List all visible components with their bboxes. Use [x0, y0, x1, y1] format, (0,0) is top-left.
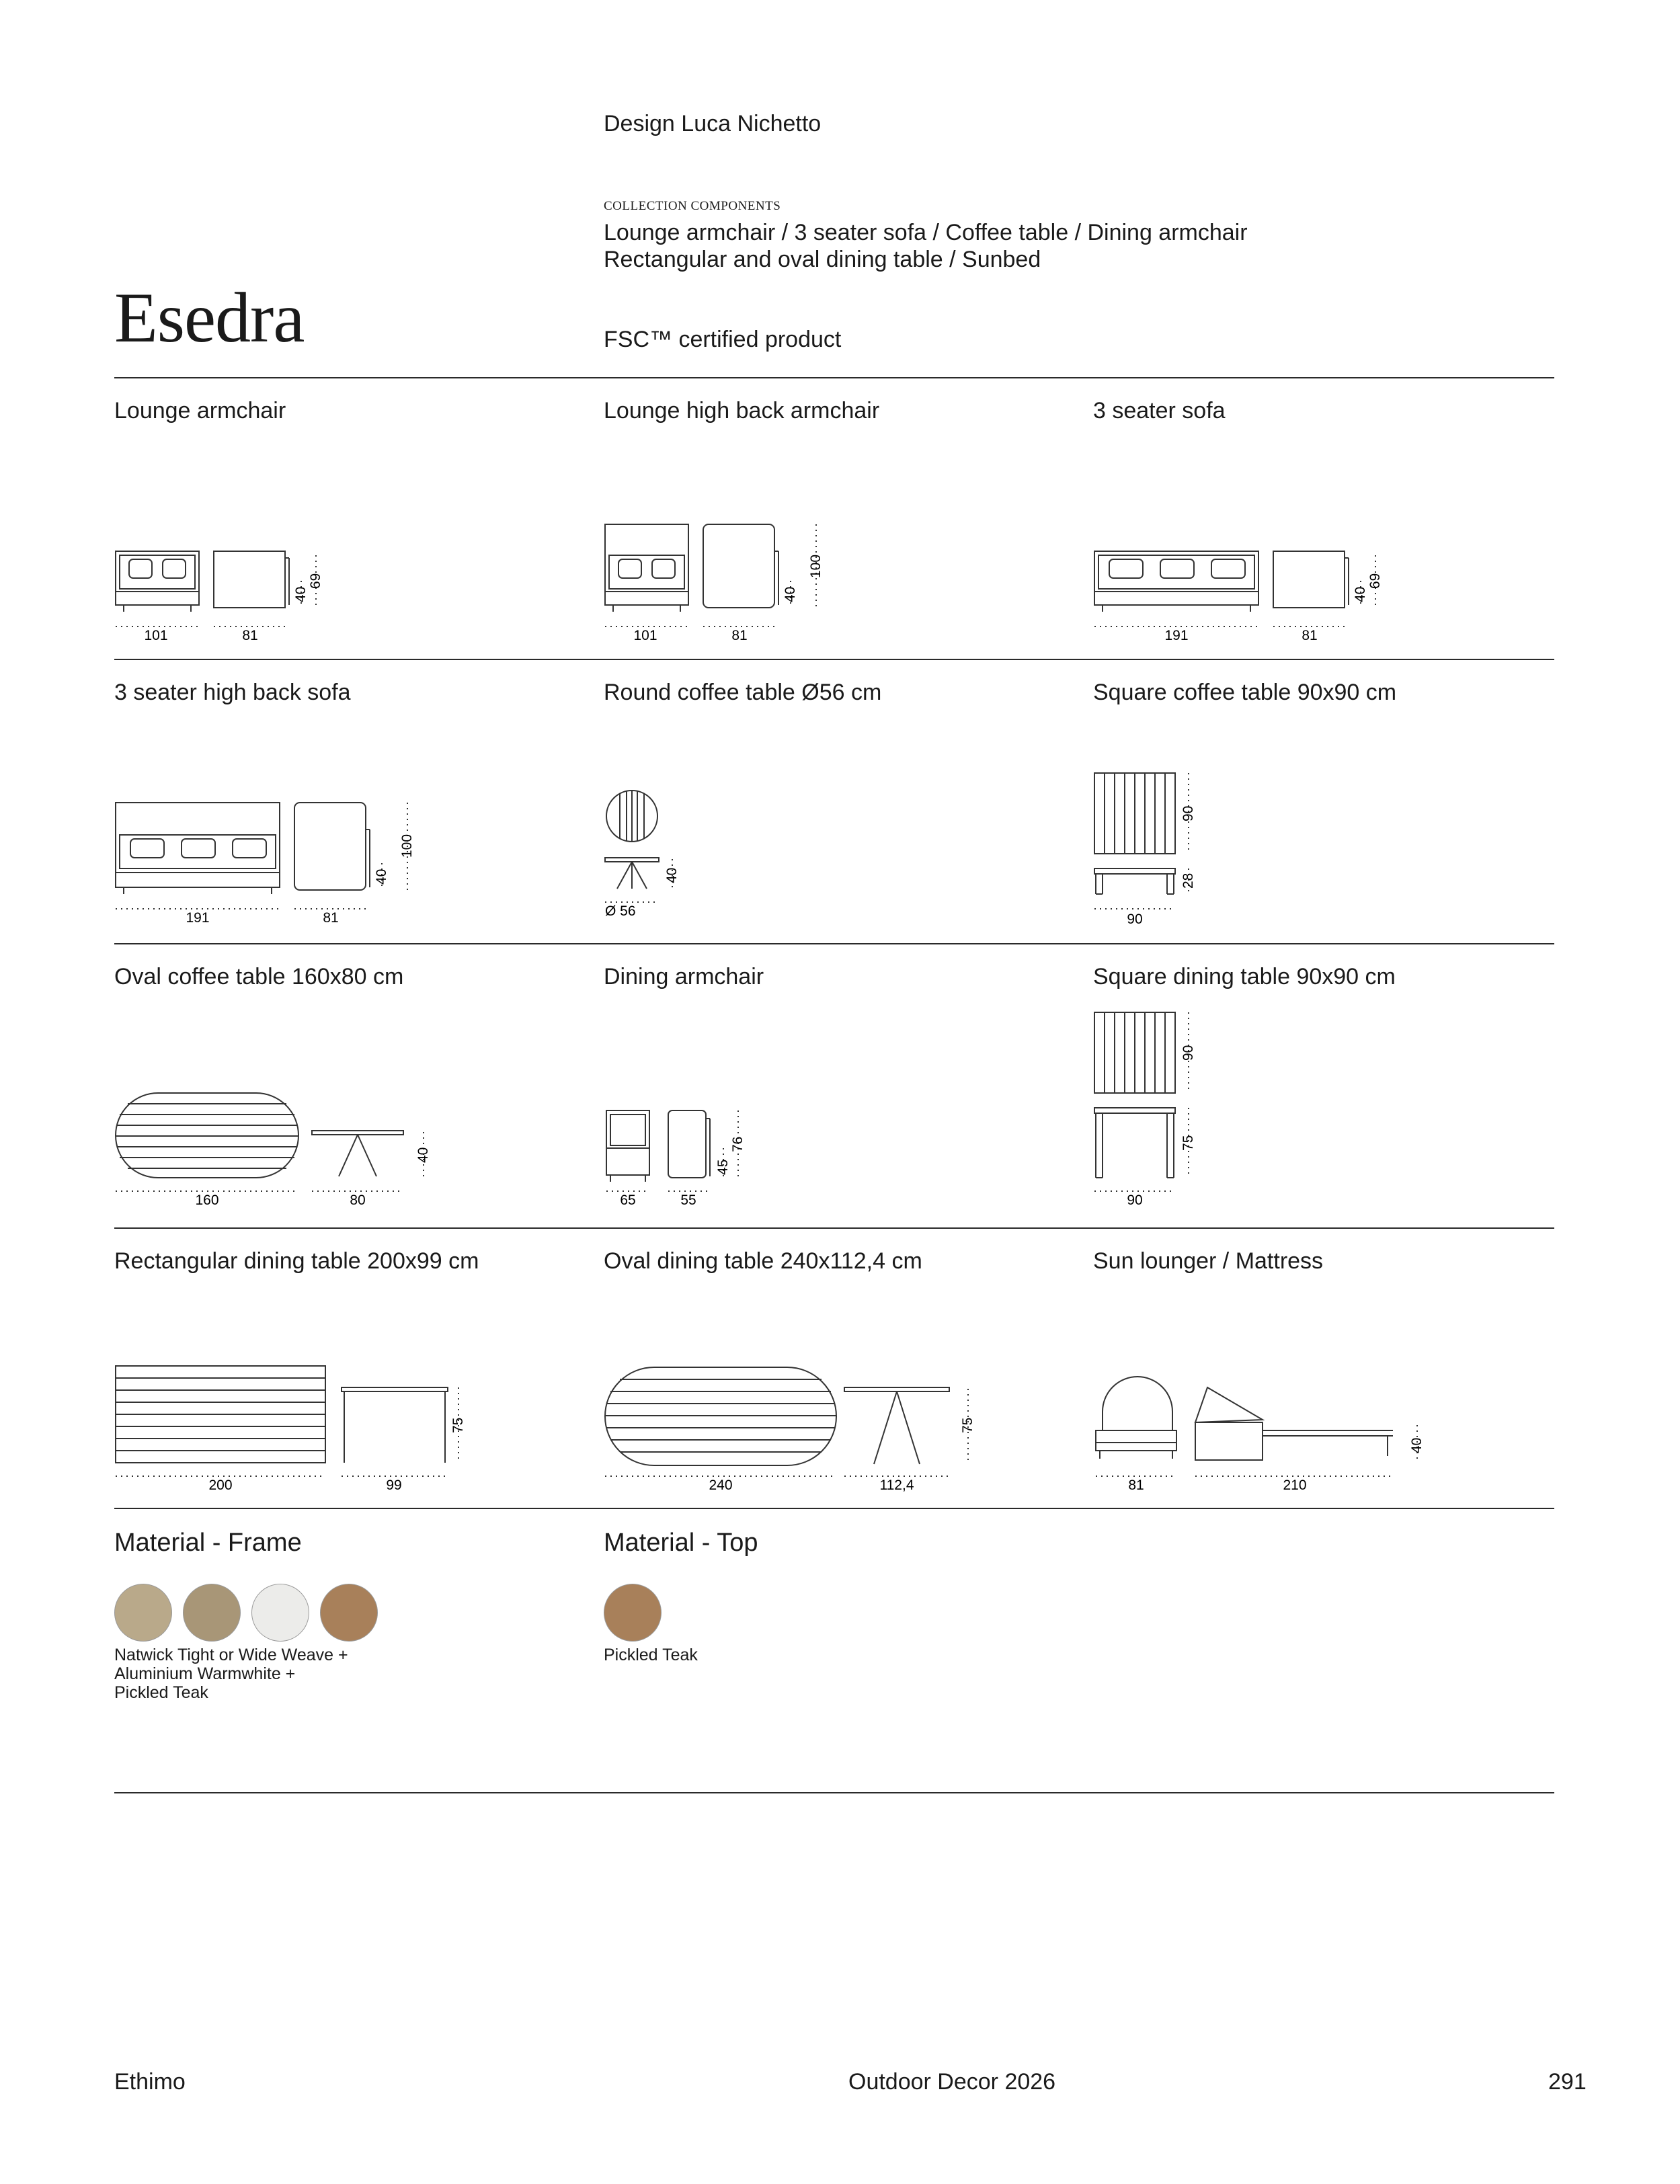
square-coffee-table-drawing	[1086, 760, 1248, 928]
dim-width: 112,4	[879, 1478, 914, 1493]
dim-width: 191	[186, 910, 210, 926]
fsc-certification: FSC™ certified product	[604, 327, 842, 352]
dim-seat-height: 40	[783, 586, 798, 602]
designer-credit: Design Luca Nichetto	[604, 111, 822, 136]
dim-height: 40	[415, 1147, 431, 1163]
material-frame-note	[114, 1646, 348, 1702]
dim-width: 65	[620, 1192, 636, 1208]
material-frame-note-line: Pickled Teak	[114, 1683, 208, 1702]
material-frame-note-line: Aluminium Warmwhite +	[114, 1664, 296, 1683]
product-title: Rectangular dining table 200x99 cm	[114, 1248, 479, 1274]
product-title: Dining armchair	[604, 964, 764, 989]
divider-row-3	[114, 1227, 1554, 1229]
material-top-title: Material - Top	[604, 1529, 758, 1557]
dim-width: 90	[1127, 912, 1143, 927]
dim-width: 101	[633, 628, 657, 643]
dim-height: 69	[1367, 573, 1383, 589]
footer-brand: Ethimo	[114, 2069, 186, 2095]
dim-height: 75	[450, 1417, 466, 1433]
square-dining-table-drawing	[1086, 1004, 1248, 1217]
dim-depth: 81	[242, 628, 258, 643]
dim-width: 101	[144, 628, 168, 643]
dim-depth: 90	[1181, 1045, 1196, 1061]
product-title: Lounge high back armchair	[604, 398, 880, 423]
dining-armchair-drawing	[597, 1076, 772, 1217]
dim-depth: 81	[1302, 628, 1318, 643]
dim-height: 69	[308, 573, 323, 589]
three-seater-sofa-drawing	[1086, 511, 1436, 645]
divider-row-2	[114, 943, 1554, 944]
swatch-top-pickled-teak[interactable]	[604, 1584, 662, 1642]
swatch-aluminium-warmwhite[interactable]	[251, 1584, 309, 1642]
sun-lounger-drawing	[1086, 1358, 1436, 1499]
oval-dining-table-drawing	[597, 1358, 1000, 1499]
dim-seat-height: 40	[293, 586, 309, 602]
dim-height: 28	[1181, 873, 1196, 889]
dim-width: 90	[1127, 1192, 1143, 1208]
collection-components-label: COLLECTION COMPONENTS	[604, 199, 781, 213]
lounge-armchair-drawing	[108, 511, 350, 645]
product-title: Square coffee table 90x90 cm	[1093, 680, 1397, 705]
oval-coffee-table-drawing	[108, 1076, 444, 1217]
components-line-1: Lounge armchair / 3 seater sofa / Coffee table / Dining armchair	[604, 220, 1248, 245]
three-seater-high-back-sofa-drawing	[108, 793, 457, 928]
dim-height: 75	[1181, 1135, 1196, 1151]
footer-catalog: Outdoor Decor 2026	[848, 2069, 1056, 2095]
product-title: Lounge armchair	[114, 398, 286, 423]
divider-row-1	[114, 659, 1554, 660]
dim-width: 81	[1128, 1478, 1144, 1493]
dim-seat-height: 40	[374, 868, 389, 885]
product-title: Sun lounger / Mattress	[1093, 1248, 1324, 1274]
product-title: 3 seater sofa	[1093, 398, 1226, 423]
rectangular-dining-table-drawing	[108, 1358, 471, 1499]
dim-width: 99	[386, 1478, 402, 1493]
dim-height: 100	[808, 554, 824, 578]
dim-diameter: Ø 56	[605, 903, 636, 919]
page-number: 291	[1548, 2069, 1587, 2095]
lounge-high-back-armchair-drawing	[597, 511, 839, 645]
divider-materials	[114, 1792, 1554, 1793]
product-title: 3 seater high back sofa	[114, 680, 351, 705]
dim-height: 40	[1409, 1437, 1425, 1453]
material-frame-title: Material - Frame	[114, 1529, 302, 1557]
divider-row-4	[114, 1508, 1554, 1509]
dim-height: 76	[730, 1136, 746, 1152]
swatch-pickled-teak[interactable]	[320, 1584, 378, 1642]
dim-length: 160	[195, 1192, 219, 1208]
dim-length: 200	[208, 1478, 233, 1493]
collection-title: Esedra	[114, 278, 305, 357]
dim-height: 75	[960, 1417, 975, 1433]
product-title: Round coffee table Ø56 cm	[604, 680, 882, 705]
components-line-2: Rectangular and oval dining table / Sunbed	[604, 247, 1041, 272]
swatch-natwick-tight-weave[interactable]	[114, 1584, 172, 1642]
swatch-natwick-wide-weave[interactable]	[183, 1584, 241, 1642]
dim-depth: 55	[680, 1192, 696, 1208]
round-coffee-table-drawing	[597, 786, 758, 928]
product-title: Square dining table 90x90 cm	[1093, 964, 1396, 989]
product-title: Oval coffee table 160x80 cm	[114, 964, 404, 989]
dim-depth: 81	[323, 910, 339, 926]
dim-length: 210	[1283, 1478, 1307, 1493]
divider-header	[114, 377, 1554, 378]
dim-width: 80	[350, 1192, 366, 1208]
dim-seat-height: 40	[1353, 586, 1368, 602]
material-top-note: Pickled Teak	[604, 1646, 698, 1664]
dim-width: 191	[1164, 628, 1189, 643]
material-frame-note-line: Natwick Tight or Wide Weave +	[114, 1646, 348, 1664]
dim-height: 40	[664, 867, 680, 883]
dim-height: 100	[399, 834, 415, 858]
dim-depth: 90	[1181, 805, 1196, 821]
dim-length: 240	[709, 1478, 733, 1493]
dim-depth: 81	[731, 628, 748, 643]
product-title: Oval dining table 240x112,4 cm	[604, 1248, 922, 1274]
dim-seat-height: 45	[715, 1159, 731, 1175]
